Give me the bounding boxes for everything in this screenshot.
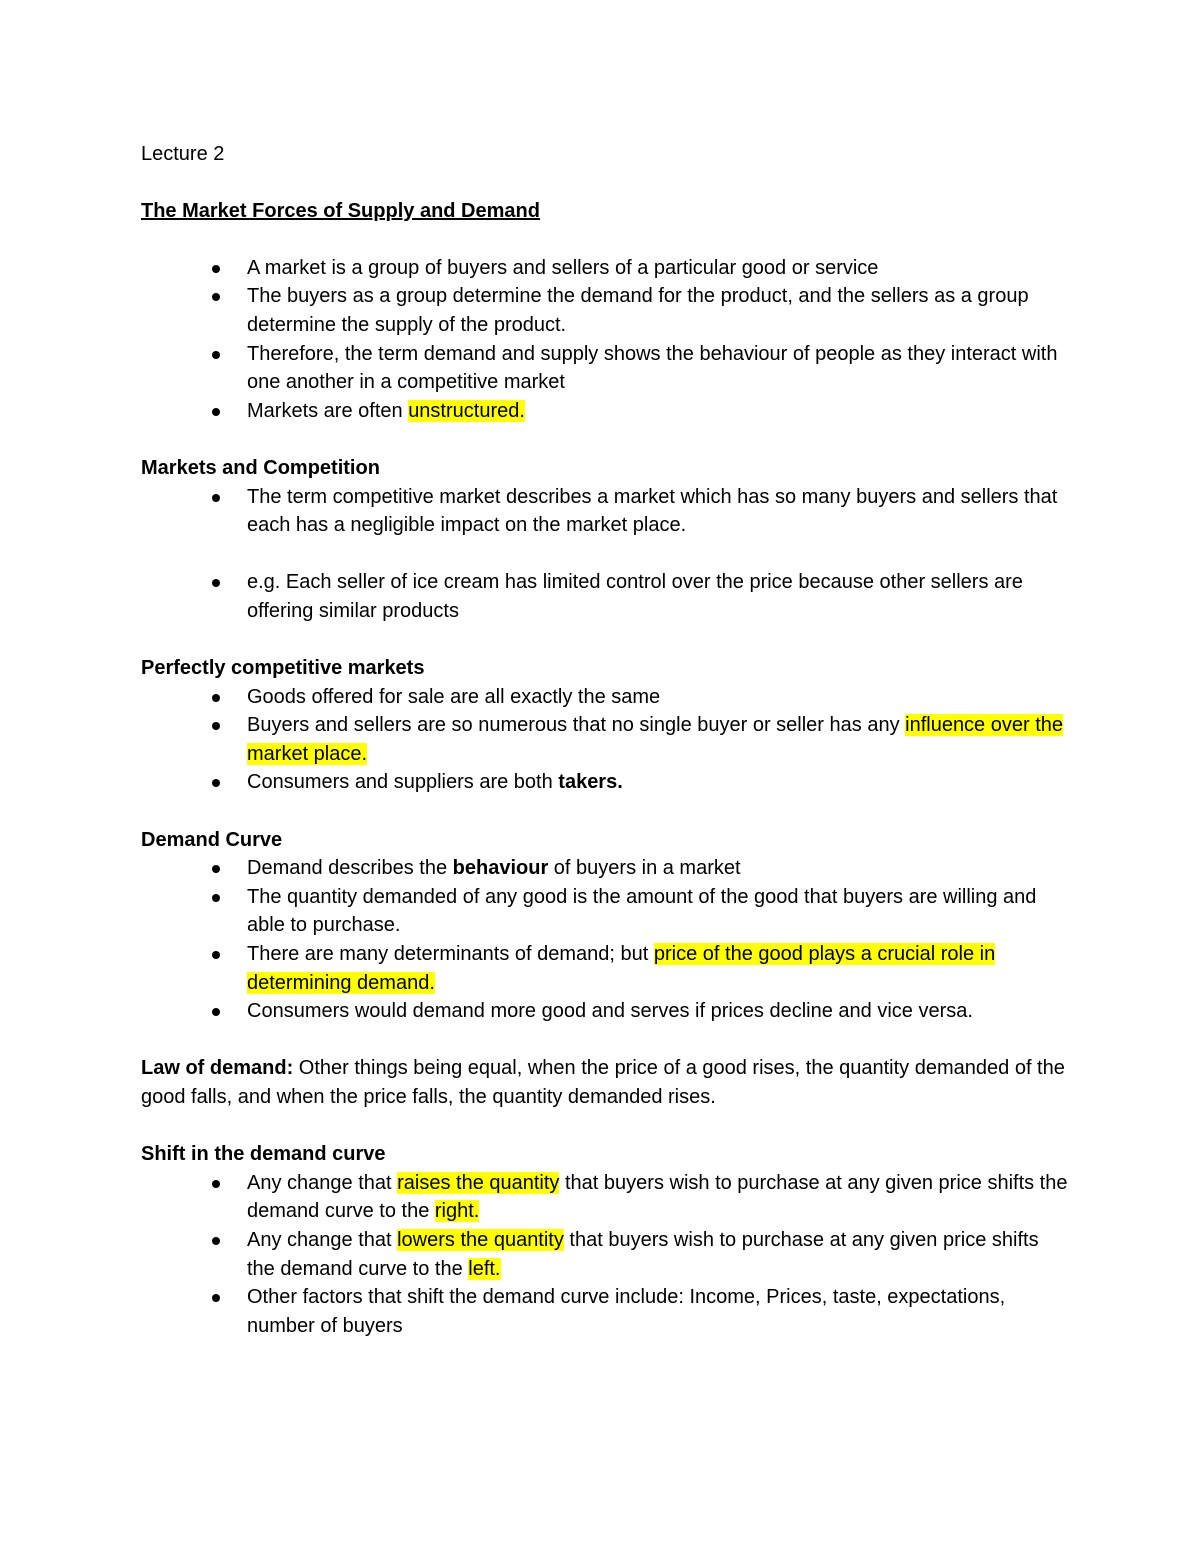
highlighted-text: price of the good plays a crucial role in determining demand.: [247, 943, 996, 994]
highlighted-text: right.: [434, 1200, 480, 1223]
bold-text: takers.: [558, 771, 623, 794]
section-heading-perfectly-competitive: Perfectly competitive markets: [141, 657, 425, 680]
list-item: A market is a group of buyers and sellers of a particular good or service: [141, 254, 1071, 283]
text-run: Buyers and sellers are so numerous that no single buyer or seller has any: [247, 714, 906, 737]
text-run: Any change that: [247, 1171, 398, 1194]
document-title: The Market Forces of Supply and Demand: [141, 199, 540, 222]
text-run: Consumers and suppliers are both: [247, 771, 559, 794]
section-heading-markets-competition: Markets and Competition: [141, 456, 380, 479]
list-item: The term competitive market describes a market which has so many buyers and sellers that each has a negligible impact on the market place.: [141, 483, 1071, 540]
text-run: that buyers wish to purchase at any given price shifts the demand curve to the: [247, 1228, 1039, 1280]
list-item: Consumers would demand more good and serves if prices decline and vice versa.: [141, 997, 1071, 1026]
text-run: Any change that: [247, 1228, 398, 1251]
document-body: [141, 140, 1071, 1340]
list-item: e.g. Each seller of ice cream has limited control over the price because other sellers are offering similar products: [141, 568, 1071, 625]
law-of-demand-label: Law of demand:: [141, 1057, 294, 1080]
list-item: The buyers as a group determine the demand for the product, and the sellers as a group determine the supply of the product.: [141, 282, 1071, 339]
highlighted-text: unstructured.: [408, 399, 525, 422]
list-item: The quantity demanded of any good is the amount of the good that buyers are willing and able to purchase.: [141, 883, 1071, 940]
markets-competition-list: [141, 483, 1071, 540]
highlighted-text: raises the quantity: [397, 1171, 560, 1194]
highlighted-text: lowers the quantity: [397, 1228, 564, 1251]
list-item: [141, 1226, 1071, 1283]
bold-text: behaviour: [452, 857, 549, 880]
shift-demand-list: [141, 1169, 1071, 1341]
lecture-label: Lecture 2: [141, 143, 225, 165]
text-run: Markets are often: [247, 399, 409, 422]
demand-curve-list: [141, 854, 1071, 1026]
list-item: [141, 768, 1071, 797]
list-item: [141, 940, 1071, 997]
text-run: Demand describes the: [247, 857, 453, 880]
list-item: [141, 1169, 1071, 1226]
list-item: [141, 854, 1071, 883]
text-run: that buyers wish to purchase at any given price shifts the demand curve to the: [247, 1171, 1068, 1223]
intro-list: [141, 254, 1071, 426]
markets-competition-list-2: [141, 568, 1071, 625]
law-of-demand-paragraph: [141, 1054, 1071, 1111]
list-item: Therefore, the term demand and supply shows the behaviour of people as they interact with one another in a competitive market: [141, 340, 1071, 397]
highlighted-text: left.: [468, 1257, 501, 1280]
list-item: Other factors that shift the demand curve include: Income, Prices, taste, expectations, number of buyers: [141, 1283, 1071, 1340]
text-run: of buyers in a market: [548, 857, 741, 880]
highlighted-text: influence over the market place.: [247, 714, 1064, 765]
section-heading-demand-curve: Demand Curve: [141, 828, 283, 851]
text-run: There are many determinants of demand; but: [247, 943, 654, 966]
section-heading-shift-demand: Shift in the demand curve: [141, 1143, 386, 1166]
list-item: [141, 711, 1071, 768]
list-item: [141, 397, 1071, 426]
list-item: Goods offered for sale are all exactly the same: [141, 683, 1071, 712]
law-of-demand-text: Other things being equal, when the price of a good rises, the quantity demanded of the good falls, and when the price falls, the quantity demanded rises.: [141, 1057, 1065, 1108]
perfect-competition-list: [141, 683, 1071, 797]
